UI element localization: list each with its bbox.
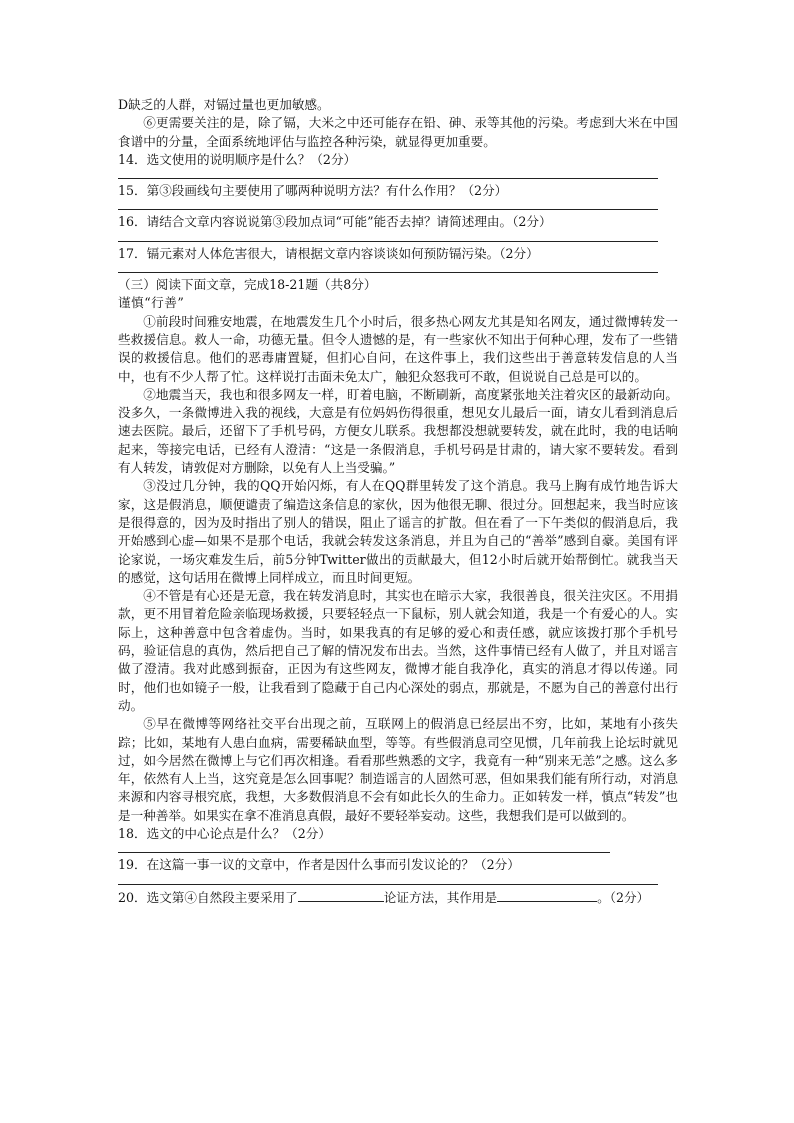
question-20-part3: 。（2分） [597,889,650,905]
answer-line-16[interactable] [118,232,658,242]
paragraph-2: ②地震当天，我也和很多网友一样，盯着电脑，不断刷新，高度紧张地关注着灾区的最新动向。没多久，一条微博进入我的视线，大意是有位妈妈伤得很重，想见女儿最后一面，请女儿看到消息后速去医院。最后，还留下了手机号码，方便女儿联系。我想都没想就要转发，就在此时，我的电话响起来，等接完电话，已经有人澄清：“这是一条假消息，手机号码是甘肃的，请大家不要转发。看到有人转发，请敦促对方删除，以免有人上当受骗。” [118,386,678,476]
question-15: 15．第③段画线句主要使用了哪两种说明方法？有什么作用？（2分） [118,183,508,199]
question-14: 14．选文使用的说明顺序是什么？（2分） [118,151,357,167]
answer-line-17[interactable] [118,263,658,273]
answer-line-18[interactable] [118,843,610,853]
blank-method[interactable] [298,888,384,902]
paragraph-3: ③没过几分钟，我的QQ开始闪烁，有人在QQ群里转发了这个消息。我马上胸有成竹地告诉大家，这是假消息，顺便谴责了编造这条信息的家伙，因为他很无聊、很过分。回想起来，我当时应该是很得意的，因为及时指出了别人的错误，阻止了谣言的扩散。但在看了一下午类似的假消息后，我开始感到心虚—如果不是那个电话，我就会转发这条消息，并且为自己的“善举”感到自豪。美国有评论家说，一场灾难发生后，前5分钟Twitter做出的贡献最大，但12小时后就开始帮倒忙。就我当天的感觉，这句话用在微博上同样成立，而且时间更短。 [118,478,678,585]
paragraph-4: ④不管是有心还是无意，我在转发消息时，其实也在暗示大家，我很善良，很关注灾区。不用捐款，更不用冒着危险亲临现场救援，只要轻轻点一下鼠标，别人就会知道，我是一个有爱心的人。实际上，这种善意中包含着虚伪。当时，如果我真的有足够的爱心和责任感，就应该拨打那个手机号码，验证信息的真伪，然后把自己了解的情况发布出去。当然，这件事情已经有人做了，并且对谣言做了澄清。我对此感到振奋，正因为有这些网友，微博才能自我净化，真实的消息才得以传递。同时，他们也如镜子一般，让我看到了隐藏于自己内心深处的弱点，那就是，不愿为自己的善意付出行动。 [118,588,678,713]
paragraph-6: ⑥更需要关注的是，除了镉，大米之中还可能存在铅、砷、汞等其他的污染。考虑到大米在中国食谱中的分量，全面系统地评估与监控各种污染，就显得更加重要。 [118,115,678,149]
section-header: （三）阅读下面文章，完成18-21题（共8分） [118,277,377,293]
question-20 [118,888,678,907]
article-title: 谨慎“行善” [118,295,185,311]
question-20-part1: 20．选文第④自然段主要采用了 [118,889,298,905]
paragraph-1: ①前段时间雅安地震，在地震发生几个小时后，很多热心网友尤其是知名网友，通过微博转发一些救援信息。救人一命，功德无量。但令人遗憾的是，有一些家伙不知出于何种心理，发布了一些错误的救援信息。他们的恶毒庸置疑，但扪心自问，在这件事上，我们这些出于善意转发信息的人当中，也有不少人帮了忙。这样说打击面未免太广，触犯众怒我可不敢，但说说自己总是可以的。 [118,313,678,384]
question-19: 19．在这篇一事一议的文章中，作者是因什么事而引发议论的？（2分） [118,857,520,873]
blank-effect[interactable] [497,888,597,902]
answer-line-15[interactable] [118,200,658,210]
question-18: 18．选文的中心论点是什么？（2分） [118,825,331,841]
question-17: 17．镉元素对人体危害很大，请根据文章内容谈谈如何预防镉污染。（2分） [118,245,539,261]
paragraph-5: ⑤早在微博等网络社交平台出现之前，互联网上的假消息已经层出不穷，比如，某地有小孩失踪；比如，某地有人患白血病，需要稀缺血型，等等。有些假消息司空见惯，几年前我上论坛时就见过，如今居然在微博上与它们再次相逢。看看那些熟悉的文字，我竟有一种“别来无恙”之感。这么多年，依然有人上当，这究竟是怎么回事呢？制造谣言的人固然可恶，但如果我们能有所行动，对消息来源和内容寻根究底，我想，大多数假消息不会有如此长久的生命力。正如转发一样，慎点“转发”也是一种善举。如果实在拿不准消息真假，最好不要轻举妄动。这些，我想我们是可以做到的。 [118,716,678,823]
question-20-part2: 论证方法，其作用是 [383,889,498,905]
answer-line-19[interactable] [118,875,658,885]
answer-line-14[interactable] [118,169,658,179]
document-page [118,96,678,907]
question-16: 16．请结合文章内容说说第③段加点词“可能”能否去掉？请简述理由。（2分） [118,214,552,230]
text-line: D缺乏的人群，对镉过量也更加敏感。 [118,97,330,112]
